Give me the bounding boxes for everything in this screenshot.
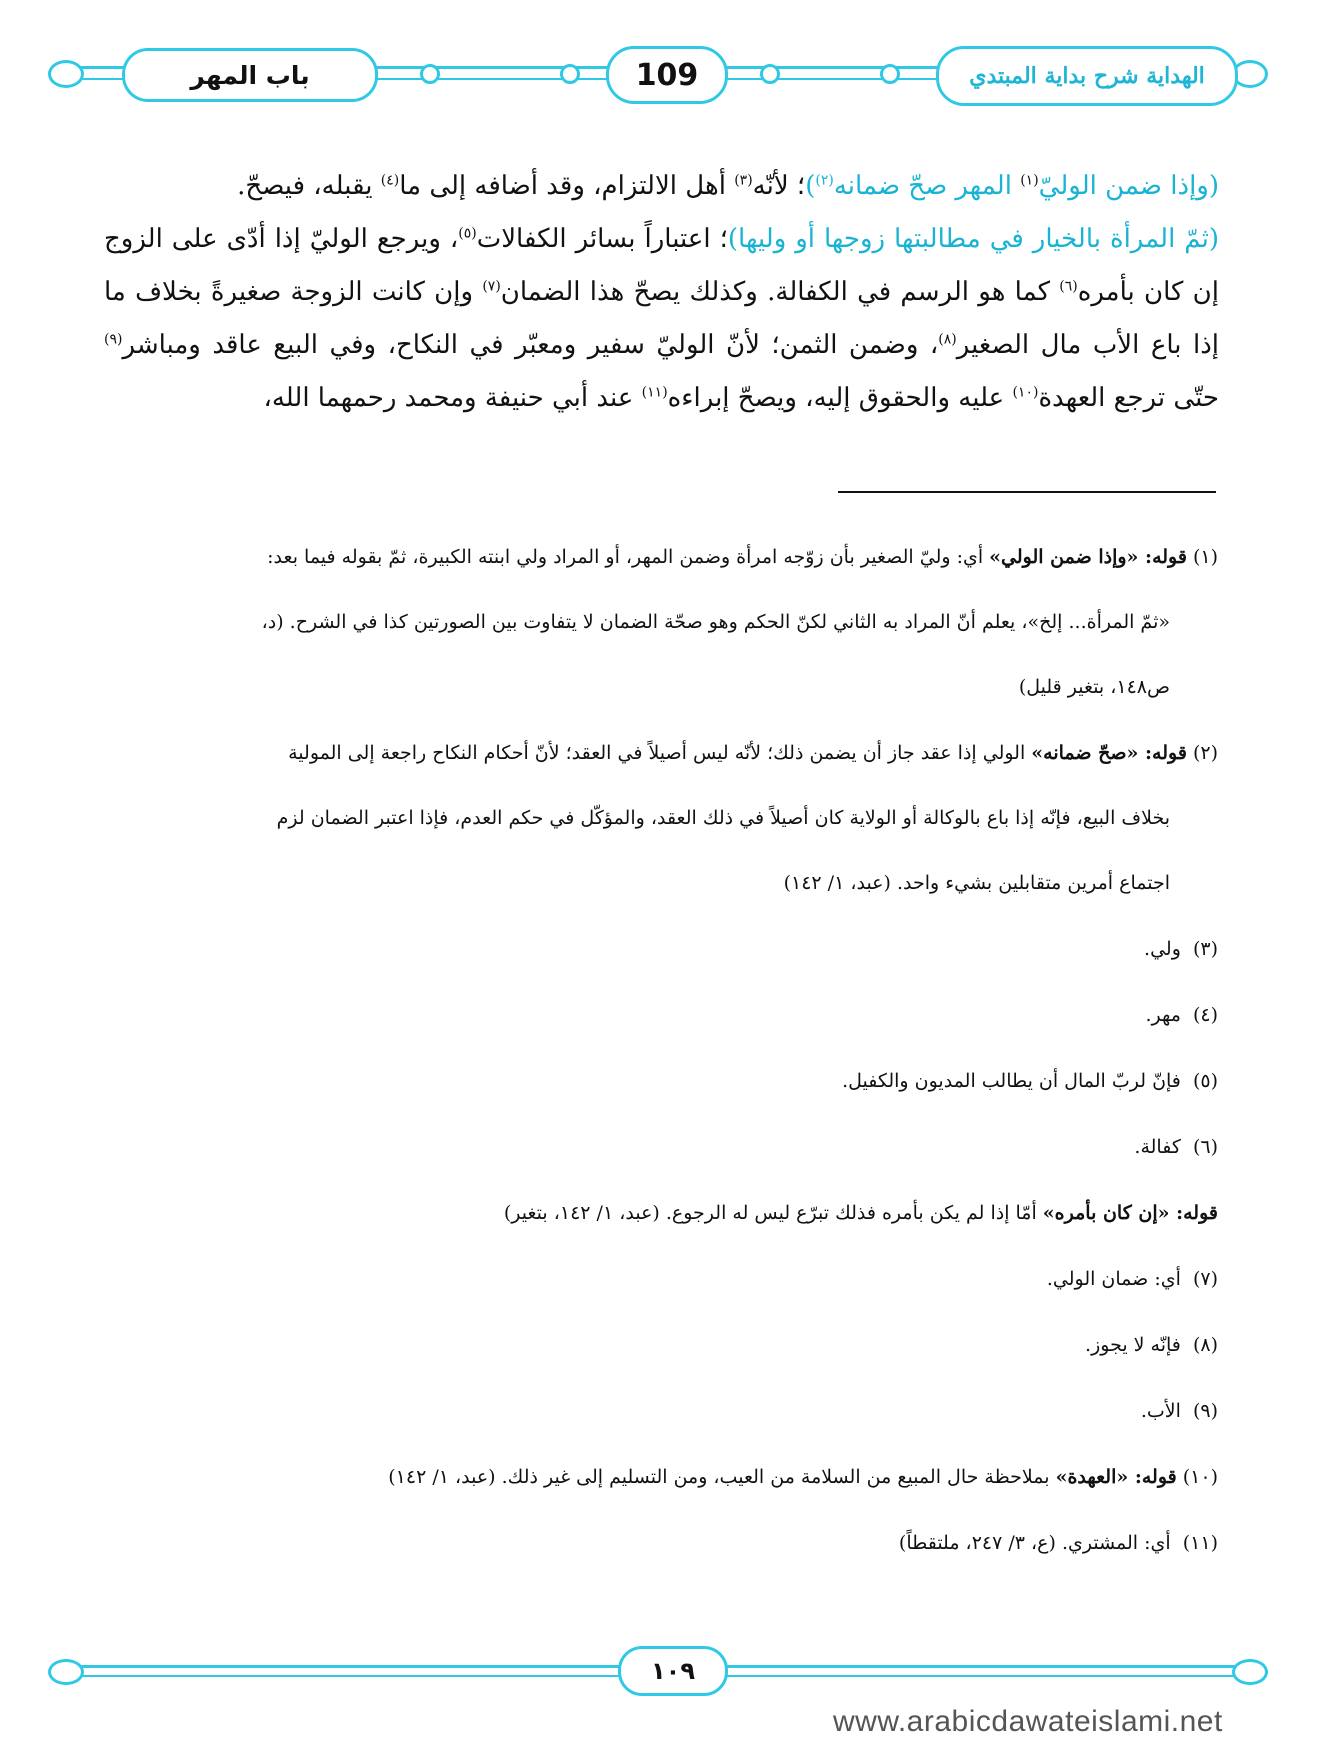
footnote-10 [100,1460,1218,1494]
header-ornament-left [48,60,84,88]
footnote-text: أي: ضمان الولي. [1046,1268,1187,1290]
footnote-ref: (١١) [641,384,668,401]
footnote-3 [100,932,1218,966]
footnote-label: قوله: «وإذا ضمن الولي» [989,546,1187,568]
sharh-text: حتّى ترجع العهدة [1038,383,1219,413]
footer-ornament-right [1232,1659,1268,1685]
footnote-number: (١١) [1182,1532,1218,1554]
footnote-text: بملاحظة حال المبيع من السلامة من العيب، ومن التسليم إلى غير ذلك. (عبد، ١/ ١٤٢) [388,1466,1056,1488]
paragraph-2 [104,213,1219,425]
footnote-4 [100,998,1218,1032]
footnote-number: (٨) [1192,1334,1218,1356]
matn-text: ) [805,171,816,201]
footnote-text: ص١٤٨، بتغير قليل) [1018,676,1170,698]
footnote-ref: (٦) [1059,278,1078,295]
sharh-text: عند أبي حنيفة ومحمد رحمهما الله، [263,383,642,413]
header-knot-ornament [560,64,580,84]
main-text [104,160,1219,425]
footnote-text: «ثمّ المرأة... إلخ»، يعلم أنّ المراد به الثاني لكنّ الحكم وهو صحّة الضمان لا يتفاوت بين الصورتين كذا في الشرح. (د، [261,611,1170,633]
sharh-text: ؛ لأنّه [752,171,806,201]
footnote-11 [100,1526,1218,1560]
footnote-ref: (٧) [482,278,501,295]
page-number: 109 [635,57,699,93]
footnote-text: ولي. [1144,938,1187,960]
footnote-9 [100,1394,1218,1428]
footnote-ref: (١٠) [1012,384,1039,401]
footnote-number: (٩) [1192,1400,1218,1422]
header-knot-ornament [760,64,780,84]
footnote-text: اجتماع أمرين متقابلين بشيء واحد. (عبد، ١/ ١٤٢) [783,872,1170,894]
footnote-number: (٢) [1192,742,1218,764]
footnote-label: قوله: «صحّ ضمانه» [1031,742,1187,764]
footnote-text: فإنّه لا يجوز. [1085,1334,1187,1356]
matn-text: (ثمّ المرأة بالخيار في مطالبتها زوجها أو وليها) [727,224,1219,254]
footnote-ref: (٩) [104,331,123,348]
footnote-number: (٧) [1192,1268,1218,1290]
footnote-text: فإنّ لربّ المال أن يطالب المديون والكفيل. [842,1070,1187,1092]
footnote-text: بخلاف البيع، فإنّه إذا باع بالوكالة أو الولاية كان أصيلاً في ذلك العقد، والمؤكّل في حكم العدم، فإذا اعتبر الضمان لزم [276,807,1170,829]
footnote-text: الأب. [1140,1400,1187,1422]
sharh-text: أهل الالتزام، وقد أضافه إلى ما [399,171,735,201]
header-knot-ornament [420,64,440,84]
footnote-text: مهر. [1145,1004,1187,1026]
section-title-text: باب المهر [190,60,310,90]
footnotes [100,540,1218,1592]
footnote-text: أمّا إذا لم يكن بأمره فذلك تبرّع ليس له الرجوع. (عبد، ١/ ١٤٢، بتغير) [503,1202,1043,1224]
sharh-text: ، وضمن الثمن؛ لأنّ الوليّ سفير ومعبّر في النكاح، وفي البيع عاقد ومباشر [122,330,939,360]
footer-page-badge [618,1646,728,1696]
book-title-logo [936,46,1238,106]
footnote-1 [100,540,1218,704]
footnote-ref: (١) [1020,172,1039,189]
footnote-8 [100,1328,1218,1362]
footnote-number: (١) [1192,546,1218,568]
footnote-label: قوله: «إن كان بأمره» [1042,1202,1218,1224]
footer-page-number: ١٠٩ [651,1657,695,1685]
footnote-5 [100,1064,1218,1098]
header-knot-ornament [880,64,900,84]
footnote-2 [100,736,1218,900]
paragraph-1 [104,160,1219,213]
footnote-number: (٣) [1192,938,1218,960]
footer-ornament-left [48,1659,84,1685]
footnote-ref: (٥) [458,225,477,242]
sharh-text: كما هو الرسم في الكفالة. وكذلك يصحّ هذا الضمان [500,277,1060,307]
sharh-text: يقبله، فيصحّ. [237,171,381,201]
matn-text: المهر صحّ ضمانه [833,171,1021,201]
footnote-text: أي: وليّ الصغير بأن زوّجه امرأة وضمن المهر، أو المراد ولي ابنته الكبيرة، ثمّ بقوله فيما بعد: [267,546,990,568]
footnote-ref: (٢) [815,172,834,189]
website-watermark: www.arabicdawateislami.net [833,1705,1223,1738]
footnote-label: قوله: «العهدة» [1055,1466,1177,1488]
footnote-6 [100,1130,1218,1164]
page-number-badge [606,46,728,104]
footnote-ref: (٤) [380,172,400,189]
footnote-6-note [100,1196,1218,1230]
sharh-text: ، ويرجع الوليّ إذا أدّى على الزوج إن كان بأمره [104,224,1219,307]
footnote-separator [838,491,1216,493]
footnote-number: (١٠) [1182,1466,1218,1488]
footnote-text: الولي إذا عقد جاز أن يضمن ذلك؛ لأنّه ليس أصيلاً في العقد؛ لأنّ أحكام النكاح راجعة إلى المولية [288,742,1032,764]
footnote-number: (٤) [1192,1004,1218,1026]
matn-text: (وإذا ضمن الوليّ [1038,171,1219,201]
footnote-ref: (٣) [734,172,753,189]
sharh-text: عليه والحقوق إليه، ويصحّ إبراءه [667,383,1013,413]
sharh-text: وإن كانت الزوجة صغيرةً بخلاف ما إذا باع الأب مال الصغير [104,277,1219,360]
footnote-number: (٦) [1192,1136,1218,1158]
book-title: الهداية شرح بداية المبتدي [969,63,1205,89]
footnote-text: أي: المشتري. (ع، ٣/ ٢٤٧، ملتقطاً) [898,1532,1177,1554]
footnote-number: (٥) [1192,1070,1218,1092]
section-title [122,48,378,102]
footnote-7 [100,1262,1218,1296]
footnote-text: كفالة. [1134,1136,1187,1158]
footnote-ref: (٨) [938,331,957,348]
sharh-text: ؛ اعتباراً بسائر الكفالات [476,224,728,254]
